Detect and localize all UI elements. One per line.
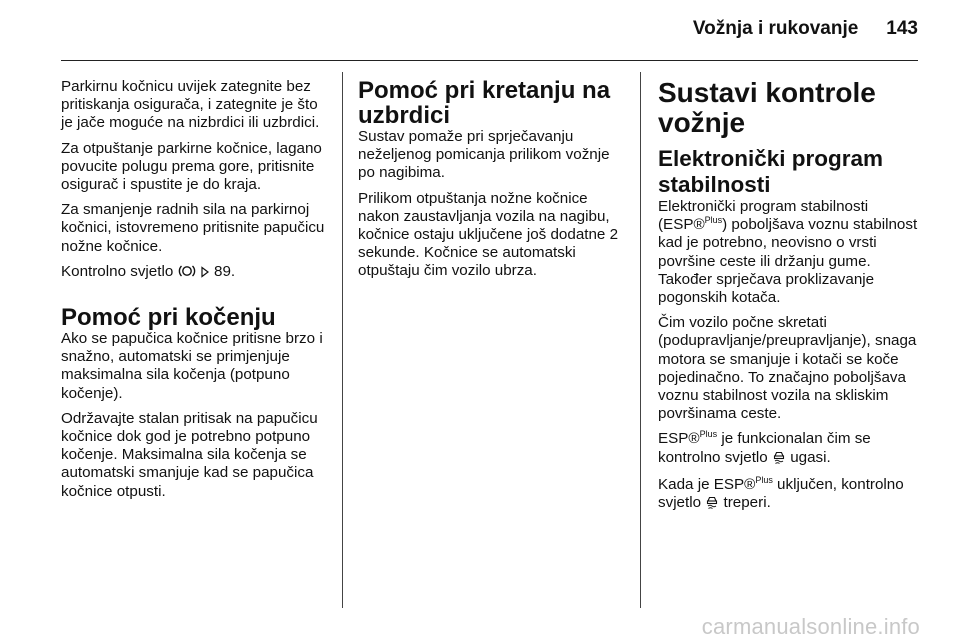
text: Kontrolno svjetlo <box>61 262 174 280</box>
section-heading: Pomoć pri kretanju na uzbrdici <box>358 77 611 129</box>
header-rule <box>61 60 918 61</box>
column-1 <box>61 78 325 508</box>
brake-warning-light-icon <box>178 264 196 283</box>
esp-skid-car-icon <box>772 450 786 469</box>
section-heading: Elektronički program stabilnosti <box>658 146 884 197</box>
text: ESP® <box>658 430 700 448</box>
text: uključen, kontrolno svjetlo <box>658 475 904 512</box>
column-3 <box>658 78 922 521</box>
esp-skid-car-icon <box>705 495 719 514</box>
page-header <box>693 18 918 40</box>
paragraph: Ako se papučica kočnice pritisne brzo i snažno, automatski se primjenjuje maksimalna sila kočenja (potpuno kočenje). <box>61 330 323 402</box>
paragraph-warning-light <box>61 263 325 283</box>
column-2 <box>358 78 622 288</box>
paragraph-esp-intro <box>658 198 922 307</box>
superscript: Plus <box>755 474 773 485</box>
superscript: Plus <box>704 215 723 226</box>
paragraph-esp-functional <box>658 430 922 468</box>
paragraph: Za otpuštanje parkirne kočnice, lagano povucite polugu prema gore, pritisnite osigurač i spustite je do kraja. <box>61 139 322 194</box>
column-divider-2 <box>640 72 641 608</box>
paragraph: Parkirnu kočnicu uvijek zategnite bez pritiskanja osigurača, i zategnite je što je jače moguće na nizbrdici ili uzbrdici. <box>61 78 320 132</box>
page-reference-arrow-icon[interactable] <box>200 265 210 283</box>
paragraph: Sustav pomaže pri sprječavanju neželjenog pomicanja prilikom vožnje po nagibima. <box>358 128 610 182</box>
watermark: carmanualsonline.info <box>701 614 920 639</box>
page-reference[interactable]: 89. <box>214 262 236 280</box>
text: je funkcionalan čim se kontrolno svjetlo <box>658 430 871 466</box>
page-number: 143 <box>886 18 918 39</box>
text: Kada je ESP® <box>658 475 756 493</box>
paragraph-esp-flashing <box>658 476 922 514</box>
column-divider-1 <box>342 72 343 608</box>
chapter-heading: Sustavi kontrole vožnje <box>658 77 876 138</box>
paragraph: Održavajte stalan pritisak na papučicu kočnice dok god je potrebno potpuno kočenje. Maksimalna sila kočenja se automatski smanjuje kad se papučica kočnice otpusti. <box>61 409 318 500</box>
paragraph: Čim vozilo počne skretati (podupravljanje/preupravljanje), snaga motora se smanjuje i kotači se koče pojedinačno. To značajno poboljšava voznu stabilnost vozila na skliskim površinama ceste. <box>658 314 917 423</box>
text: Elektronički program stabilnosti (ESP® <box>658 198 869 234</box>
section-heading: Pomoć pri kočenju <box>61 304 276 332</box>
text: treperi. <box>719 494 771 512</box>
chapter-title: Vožnja i rukovanje <box>692 18 859 39</box>
text: ) poboljšava voznu stabilnost kad je potrebno, neovisno o vrsti površine ceste ili držanju gume. Također sprječava proklizavanje pogonskih kotača. <box>658 216 918 307</box>
paragraph: Prilikom otpuštanja nožne kočnice nakon zaustavljanja vozila na nagibu, kočnice ostaju uključene još dodatne 2 sekunde. Kočnice se automatski otpuštaju čim vozilo ubrza. <box>358 189 619 280</box>
text: ugasi. <box>785 448 831 466</box>
paragraph: Za smanjenje radnih sila na parkirnoj kočnici, istovremeno pritisnite papučicu nožne kočnice. <box>61 201 325 255</box>
superscript: Plus <box>699 429 718 440</box>
